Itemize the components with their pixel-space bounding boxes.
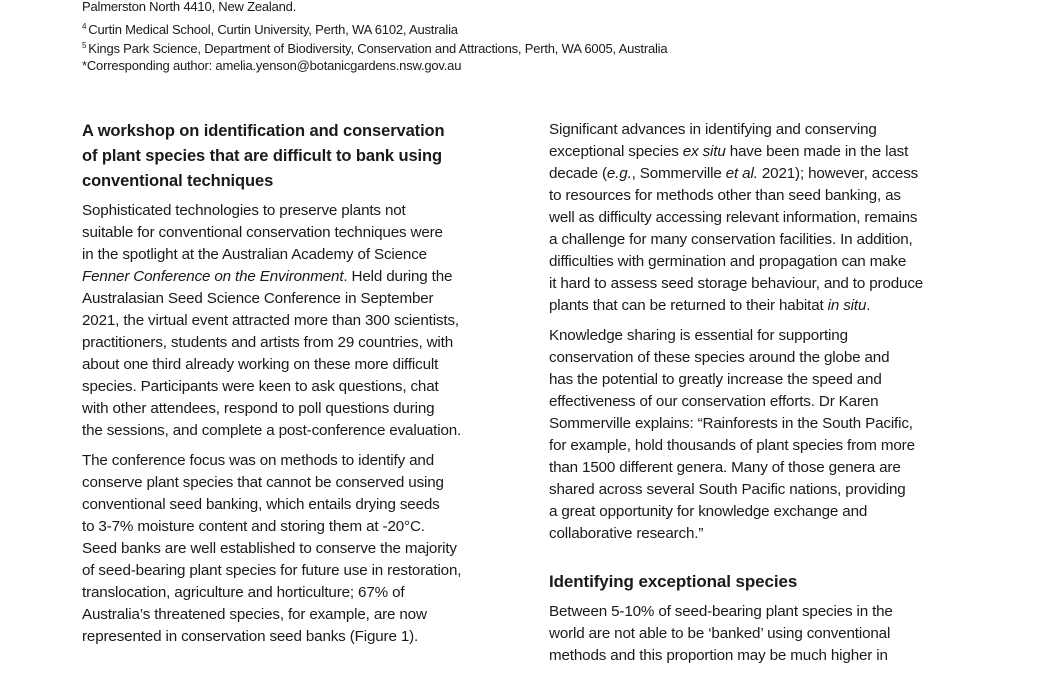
text-line	[549, 163, 989, 185]
affiliation-continuation: Palmerston North 4410, New Zealand.	[82, 0, 297, 14]
text-line: Sommerville explains: “Rainforests in the South Pacific,	[549, 415, 913, 432]
text-line: a great opportunity for knowledge exchange and	[549, 503, 868, 520]
intro-paragraph	[82, 200, 522, 442]
text-line: collaborative research.”	[549, 525, 704, 542]
text-fragment: have been made in the last	[725, 143, 909, 160]
text-fragment: .	[866, 297, 871, 314]
right-column	[549, 119, 989, 667]
text-line: for example, hold thousands of plant species from more	[549, 437, 915, 454]
text-line: Significant advances in identifying and conserving	[549, 121, 877, 138]
text-fragment: exceptional species	[549, 143, 683, 160]
text-fragment: decade (	[549, 165, 607, 182]
text-line	[549, 141, 989, 163]
article-heading	[82, 119, 522, 194]
text-line: to 3-7% moisture content and storing them at -20°C.	[82, 518, 425, 535]
conference-name: Fenner Conference on the Environment	[82, 268, 344, 285]
text-line: suitable for conventional conservation techniques were	[82, 224, 443, 241]
knowledge-sharing-paragraph	[549, 325, 989, 545]
affiliation-5-mark: 5	[82, 41, 87, 50]
text-line: in the spotlight at the Australian Academy of Science	[82, 246, 427, 263]
text-line: species. Participants were keen to ask questions, chat	[82, 378, 439, 395]
text-line: effectiveness of our conservation efforts. Dr Karen	[549, 393, 879, 410]
text-line: conserve plant species that cannot be conserved using	[82, 474, 444, 491]
text-line: than 1500 different genera. Many of those genera are	[549, 459, 901, 476]
text-line: well as difficulty accessing relevant information, remains	[549, 209, 918, 226]
text-line: Seed banks are well established to conserve the majority	[82, 540, 457, 557]
text-line: 2021, the virtual event attracted more than 300 scientists,	[82, 312, 459, 329]
text-line: world are not able to be ‘banked’ using conventional	[549, 625, 891, 642]
italic-term: in situ	[827, 297, 867, 314]
text-line: Sophisticated technologies to preserve plants not	[82, 202, 406, 219]
exceptional-species-paragraph	[549, 601, 989, 667]
text-line: of seed-bearing plant species for future use in restoration,	[82, 562, 462, 579]
text-line	[82, 266, 522, 288]
left-column	[82, 119, 522, 648]
text-line: with other attendees, respond to poll questions during	[82, 400, 435, 417]
corresponding-author: *Corresponding author: amelia.yenson@botanicgardens.nsw.gov.au	[82, 58, 462, 73]
conference-focus-paragraph	[82, 450, 522, 648]
text-line: has the potential to greatly increase the speed and	[549, 371, 882, 388]
text-line	[549, 295, 989, 317]
text-line: practitioners, students and artists from 29 countries, with	[82, 334, 454, 351]
affiliation-5	[82, 37, 667, 58]
advances-paragraph	[549, 119, 989, 317]
affiliation-5-text: Kings Park Science, Department of Biodiversity, Conservation and Attractions, Perth, WA 6005, Australia	[88, 41, 668, 56]
text-line: Between 5-10% of seed-bearing plant species in the	[549, 603, 893, 620]
figure-reference-line: represented in conservation seed banks (Figure 1).	[82, 628, 419, 645]
text-line: The conference focus was on methods to identify and	[82, 452, 435, 469]
text-line: methods and this proportion may be much higher in	[549, 647, 888, 664]
text-line: Australasian Seed Science Conference in September	[82, 290, 434, 307]
italic-term: et al.	[725, 165, 758, 182]
text-line: it hard to assess seed storage behaviour, and to produce	[549, 275, 924, 292]
text-line: conventional seed banking, which entails drying seeds	[82, 496, 440, 513]
affiliation-4-mark: 4	[82, 22, 87, 31]
text-line: the sessions, and complete a post-conference evaluation.	[82, 422, 462, 439]
text-line: Knowledge sharing is essential for supporting	[549, 327, 848, 344]
heading-line: of plant species that are difficult to bank using	[82, 147, 442, 165]
text-line: conservation of these species around the globe and	[549, 349, 890, 366]
text-line: translocation, agriculture and horticulture; 67% of	[82, 584, 405, 601]
heading-line: A workshop on identification and conservation	[82, 122, 445, 140]
text-fragment: plants that can be returned to their habitat	[549, 297, 828, 314]
section-heading: Identifying exceptional species	[549, 572, 798, 591]
text-line: Australia’s threatened species, for example, are now	[82, 606, 427, 623]
affiliation-4-text: Curtin Medical School, Curtin University, Perth, WA 6102, Australia	[88, 22, 458, 37]
text-line: a challenge for many conservation facilities. In addition,	[549, 231, 913, 248]
italic-term: e.g.	[606, 165, 632, 182]
text-line: shared across several South Pacific nations, providing	[549, 481, 906, 498]
text-line: difficulties with germination and propagation can make	[549, 253, 907, 270]
text-line: to resources for methods other than seed banking, as	[549, 187, 901, 204]
italic-term: ex situ	[682, 143, 726, 160]
affiliation-4	[82, 18, 458, 39]
text-fragment: . Held during the	[343, 268, 453, 285]
heading-line: conventional techniques	[82, 172, 274, 190]
text-line: about one third already working on these more difficult	[82, 356, 439, 373]
text-fragment: , Sommerville	[631, 165, 726, 182]
text-fragment: 2021); however, access	[757, 165, 919, 182]
